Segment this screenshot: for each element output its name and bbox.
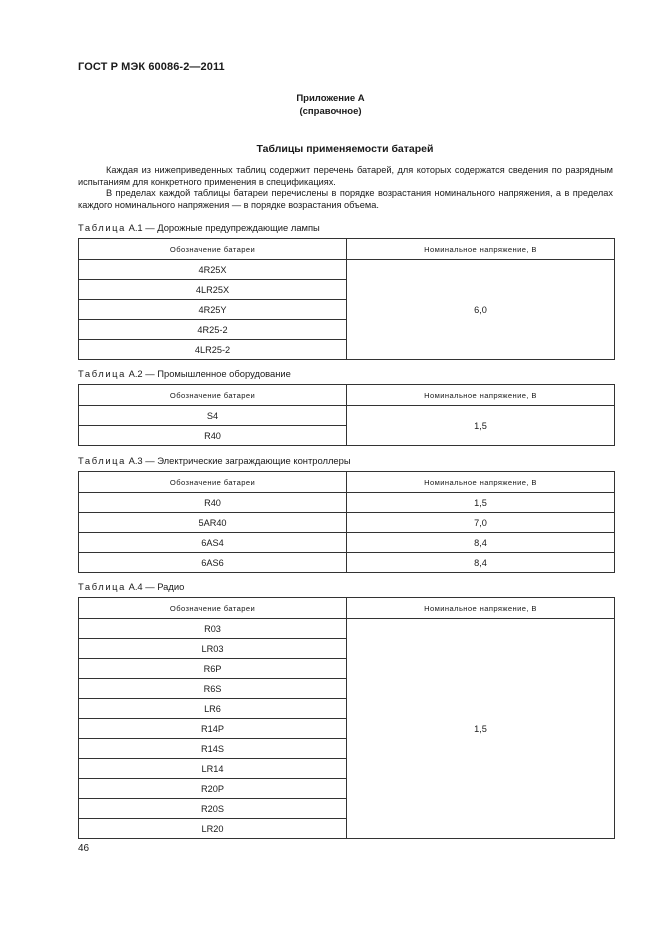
caption-label: Таблица: [78, 368, 126, 379]
table-a1-caption: [78, 222, 320, 233]
table-a4-caption: [78, 581, 184, 592]
battery-cell: R14S: [79, 739, 347, 759]
voltage-cell: 1,5: [347, 406, 615, 446]
table-row: [79, 619, 615, 639]
battery-cell: R20S: [79, 799, 347, 819]
table-a2: [78, 384, 615, 446]
battery-cell: R20P: [79, 779, 347, 799]
table-header-row: [79, 385, 615, 406]
caption-text: — Промышленное оборудование: [145, 368, 291, 379]
battery-cell: 6AS4: [79, 533, 347, 553]
caption-text: — Электрические заграждающие контроллеры: [145, 455, 351, 466]
col-header-battery: Обозначение батареи: [79, 239, 347, 260]
table-a3-caption: [78, 455, 351, 466]
battery-cell: R6S: [79, 679, 347, 699]
intro-paragraph-1: Каждая из нижеприведенных таблиц содержит перечень батарей, для которых содержатся сведения по разрядным испытаниям для конкретного применения в спецификациях.: [78, 165, 613, 187]
annex-heading: [0, 92, 661, 118]
caption-text: — Дорожные предупреждающие лампы: [145, 222, 320, 233]
col-header-battery: Обозначение батареи: [79, 385, 347, 406]
table-row: [79, 260, 615, 280]
table-row: [79, 513, 615, 533]
battery-cell: R40: [79, 426, 347, 446]
table-row: [79, 493, 615, 513]
table-header-row: [79, 598, 615, 619]
table-a2-caption: [78, 368, 291, 379]
battery-cell: 6AS6: [79, 553, 347, 573]
battery-cell: LR6: [79, 699, 347, 719]
col-header-voltage: Номинальное напряжение, В: [347, 385, 615, 406]
intro-paragraph-2: В пределах каждой таблицы батареи перечислены в порядке возрастания номинального напряжения, а в пределах каждого номинального напряжения — в порядке возрастания объема.: [78, 188, 613, 210]
intro-text: [78, 165, 613, 211]
annex-status: (справочное): [299, 106, 362, 117]
voltage-cell: 8,4: [347, 533, 615, 553]
battery-cell: 4LR25-2: [79, 340, 347, 360]
battery-cell: R14P: [79, 719, 347, 739]
caption-number: А.3: [128, 455, 143, 466]
section-title: Таблицы применяемости батарей: [256, 143, 434, 155]
battery-cell: R03: [79, 619, 347, 639]
col-header-battery: Обозначение батареи: [79, 472, 347, 493]
table-row: [79, 533, 615, 553]
table-row: [79, 553, 615, 573]
annex-title: Приложение А: [296, 93, 365, 104]
voltage-cell: 1,5: [347, 493, 615, 513]
col-header-voltage: Номинальное напряжение, В: [347, 239, 615, 260]
table-a3: [78, 471, 615, 573]
voltage-cell: 8,4: [347, 553, 615, 573]
caption-number: А.1: [128, 222, 143, 233]
voltage-cell: 6,0: [347, 260, 615, 360]
battery-cell: R6P: [79, 659, 347, 679]
table-row: [79, 406, 615, 426]
battery-cell: 4R25Y: [79, 300, 347, 320]
battery-cell: S4: [79, 406, 347, 426]
caption-label: Таблица: [78, 222, 126, 233]
voltage-cell: 7,0: [347, 513, 615, 533]
caption-label: Таблица: [78, 455, 126, 466]
battery-cell: LR14: [79, 759, 347, 779]
caption-text: — Радио: [145, 581, 185, 592]
battery-cell: LR20: [79, 819, 347, 839]
table-a4: [78, 597, 615, 839]
table-header-row: [79, 239, 615, 260]
battery-cell: 4R25-2: [79, 320, 347, 340]
battery-cell: R40: [79, 493, 347, 513]
battery-cell: 5AR40: [79, 513, 347, 533]
caption-label: Таблица: [78, 581, 126, 592]
table-header-row: [79, 472, 615, 493]
battery-cell: 4LR25X: [79, 280, 347, 300]
voltage-cell: 1,5: [347, 619, 615, 839]
table-a1: [78, 238, 615, 360]
battery-cell: 4R25X: [79, 260, 347, 280]
caption-number: А.2: [128, 368, 143, 379]
page-number: 46: [78, 843, 90, 854]
col-header-voltage: Номинальное напряжение, В: [347, 598, 615, 619]
col-header-battery: Обозначение батареи: [79, 598, 347, 619]
caption-number: А.4: [128, 581, 143, 592]
document-code: ГОСТ Р МЭК 60086-2—2011: [78, 61, 225, 73]
battery-cell: LR03: [79, 639, 347, 659]
col-header-voltage: Номинальное напряжение, В: [347, 472, 615, 493]
